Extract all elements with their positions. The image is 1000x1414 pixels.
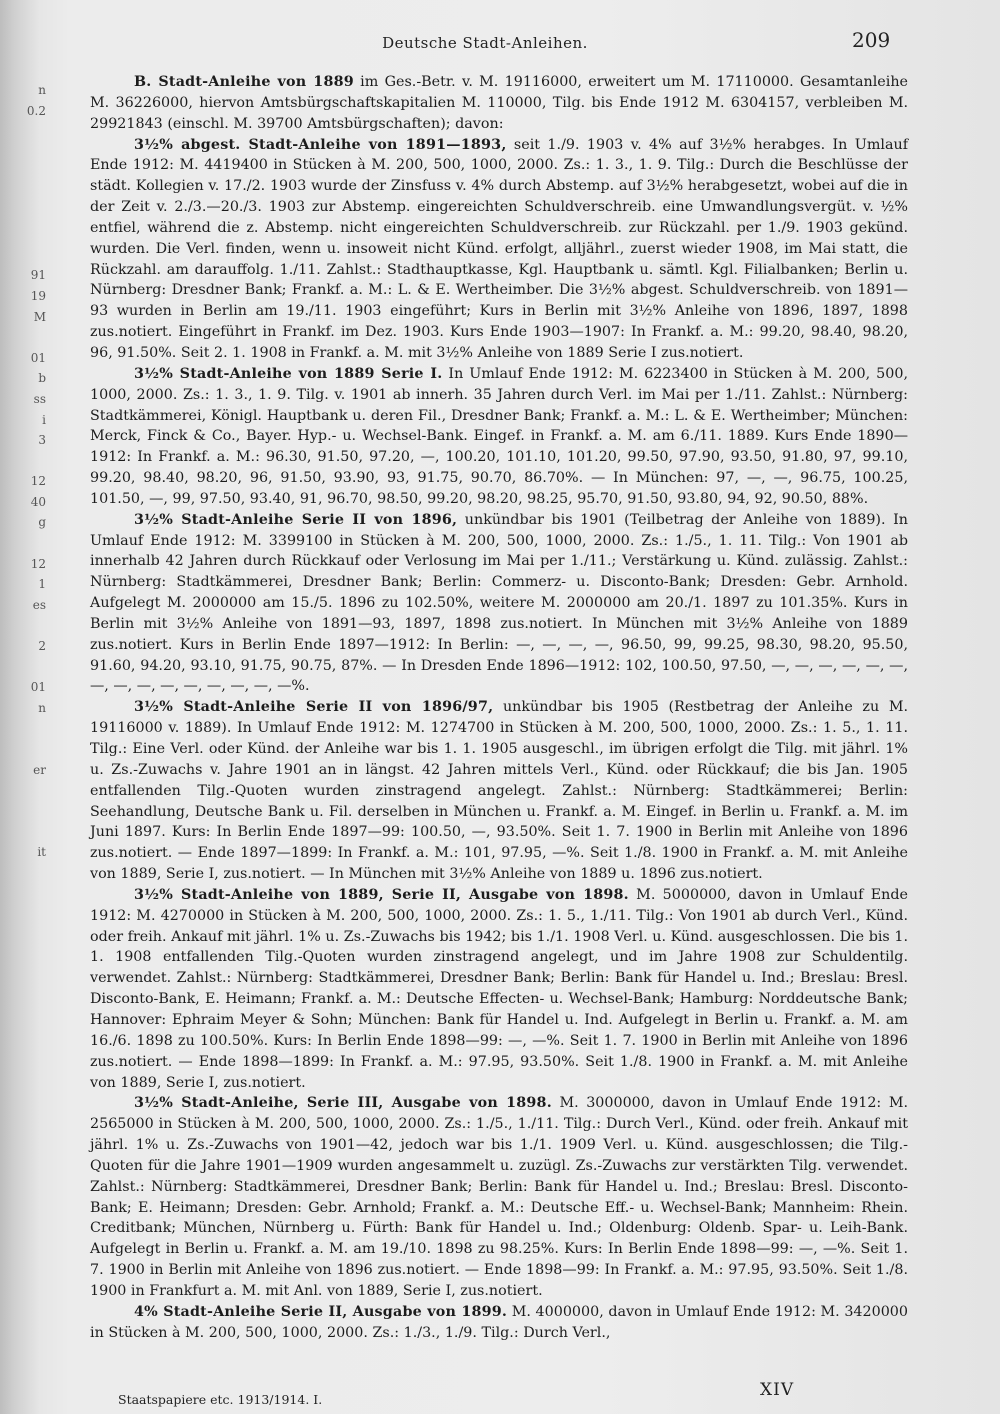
margin-fragment: it (37, 844, 46, 859)
entry-serie-2-1896 (90, 510, 908, 698)
entry-heading: 3½% Stadt-Anleihe Serie II von 1896, (134, 511, 458, 528)
margin-fragment (0, 533, 46, 554)
entry-heading: 4% Stadt-Anleihe Serie II, Ausgabe von 1899. (134, 1303, 508, 1320)
entry-text: unkündbar bis 1905 (Restbetrag der Anleihe zu M. 19116000 v. 1889). In Umlauf Ende 1912: M. 1274700 in Stücken à M. 200, 500, 1000, 2000. Zs.: 1. 5., 1. 11. Tilg.: Eine Verl. oder Künd. der Anleihe war bis 1. 1. 1905 ausgeschl., im übrigen erfolgt die Tilg. mit jährl. 1% u. Zs.-Zuwachs v. Jahre 1901 an in längst. 42 Jahren mittels Verl., Künd. oder Rückkauf; die bis Jan. 1905 entfallenden Tilg.-Quoten wurden zinstragend angelegt. Zahlst.: Nürnberg: Stadtkämmerei; Berlin: Seehandlung, Deutsche Bank u. Fil. derselben in München u. Frankf. a. M. Eingef. in Berlin u. Frankf. a. M. im Juni 1897. Kurs: In Berlin Ende 1897—99: 100.50, —, 93.50%. Seit 1. 7. 1900 in Berlin mit Anleihe von 1896 zus.notiert. — Ende 1897—1899: In Frankf. a. M.: 101, 97.95, —%. Seit 1./8. 1900 in Frankf. a. M. mit Anleihe von 1889, Serie I, zus.notiert. — In München mit 3½% Anleihe von 1889 u. 1896 zus.notiert. (90, 699, 909, 883)
margin-fragment (0, 657, 46, 678)
margin-fragment: n (38, 83, 46, 97)
margin-fragment: n (38, 700, 46, 715)
margin-fragment: 12 (30, 474, 46, 489)
margin-fragment (0, 615, 46, 636)
margin-fragment (0, 801, 46, 822)
body-text (90, 72, 908, 1343)
entry-serie-3-ausgabe-1898 (90, 1093, 908, 1301)
margin-fragment (0, 451, 46, 472)
page-number: 209 (852, 28, 891, 52)
entry-text: M. 5000000, davon in Umlauf Ende 1912: M. 4270000 in Stücken à M. 200, 500, 1000, 2000. Zs.: 1. 5., 1./11. Tilg.: Von 1901 ab durch Verl., Künd. oder freih. Ankauf mit jährl. 1% u. Zs.-Zuwachs bis 1942; bis 1./1. 1908 Verl. u. Künd. ausgeschlossen. Die bis 1. 1. 1908 entfallenden Tilg.-Quoten wurden zinstragend angelegt, und im Jahre 1908 zur Schuldentilg. verwendet. Zahlst.: Nürnberg: Stadtkämmerei, Dresdner Bank; Berlin: Bank für Handel u. Ind.; Breslau: Bresl. Disconto-Bank, E. Heimann; Frankf. a. M.: Deutsche Effecten- u. Wechsel-Bank; Hamburg: Norddeutsche Bank; Hannover: Ephraim Meyer & Sohn; München: Bank für Handel u. Ind. Aufgelegt in Berlin u. Frankf. a. M. am 16./6. 1898 zu 100.50%. Kurs: In Berlin Ende 1898—99: —, —%. Seit 1. 7. 1900 in Berlin mit Anleihe von 1896 zus.notiert. — Ende 1898—1899: In Frankf. a. M.: 97.95, 93.50%. Seit 1./8. 1900 in Frankf. a. M. mit Anleihe von 1889, Serie I, zus.notiert. (90, 886, 908, 1091)
margin-fragment: er (33, 762, 46, 777)
entry-heading: B. Stadt-Anleihe von 1889 (134, 74, 354, 90)
entry-serie-2-1896-97 (90, 697, 908, 885)
entry-heading: 3½% Stadt-Anleihe Serie II von 1896/97, (134, 699, 494, 716)
entry-4pct-serie-2-1899 (90, 1302, 908, 1344)
margin-fragment: 01 (30, 350, 46, 365)
margin-fragment: i (42, 412, 46, 427)
entry-text: In Umlauf Ende 1912: M. 6223400 in Stücken à M. 200, 500, 1000, 2000. Zs.: 1. 3., 1. 9. Tilg. v. 1901 ab innerh. 35 Jahren durch Verl. im Mai per 1./11. Zahlst.: Nürnberg: Stadtkämmerei, Königl. Hauptbank u. deren Fil., Dresdner Bank; Frankf. a. M.: L. & E. Wertheimber; München: Merck, Finck & Co., Bayer. Hyp.- u. Wechsel-Bank. Eingef. in Frankf. a. M. am 6./11. 1889. Kurs Ende 1890—1912: In Frankf. a. M.: 96.30, 91.50, 97.20, —, 100.20, 101.10, 101.20, 99.50, 97.90, 93.50, 91.80, 97, 99.10, 99.20, 98.40, 98.20, 96, 91.50, 93.90, 93, 91.75, 90.70, 86.70%. — In München: 97, —, —, 96.75, 100.25, 101.50, —, 99, 97.50, 93.40, 91, 96.70, 98.50, 99.20, 98.20, 98.25, 95.70, 91.50, 93.80, 94, 92, 90.50, 88%. (90, 365, 908, 507)
entry-serie-2-ausgabe-1898 (90, 885, 908, 1093)
entry-text: unkündbar bis 1901 (Teilbetrag der Anleihe von 1889). In Umlauf Ende 1912: M. 3399100 in Stücken à M. 200, 500, 1000, 2000. Zs.: 1./5., 1. 11. Tilg.: Von 1901 ab innerhalb 42 Jahren durch Rückkauf oder Verlosung im Mai per 1./11.; Verstärkung u. Künd. zulässig. Zahlst.: Nürnberg: Stadtkämmerei, Dresdner Bank; Berlin: Commerz- u. Disconto-Bank; Dresden: Gebr. Arnhold. Aufgelegt M. 2000000 am 15./5. 1896 zu 102.50%, weitere M. 2000000 am 20./1. 1897 zu 101.35%. Kurs in Berlin mit 3½% Anleihe von 1891—93, 1897, 1898 zus.notiert. In München mit 3½% Anleihe von 1889 zus.notiert. Kurs in Berlin Ende 1897—1912: In Berlin: —, —, —, —, 96.50, 99, 99.25, 98.30, 98.20, 95.50, 91.60, 94.20, 93.10, 91.75, 90.75, 87%. — In Dresden Ende 1896—1912: 102, 100.50, 97.50, —, —, —, —, —, —, —, —, —, —, —, —, —, —, —%. (90, 511, 908, 695)
margin-fragment (0, 162, 46, 183)
margin-fragment: 91 (30, 268, 46, 283)
margin-fragment (0, 245, 46, 266)
entry-text: im Ges.-Betr. v. M. 19116000, erweitert um M. 17110000. Gesamtanleihe M. 36226000, hiervon Amtsbürgschaftskapitalien M. 110000, Tilg. bis Ende 1912 M. 6304157, verbleiben M. 29921843 (einschl. M. 39700 Amtsbürgschaften); davon: (90, 74, 908, 132)
margin-fragment: M (33, 309, 46, 324)
margin-fragment: 12 (30, 556, 46, 571)
margin-fragment: 0.2 (26, 103, 46, 118)
entry-stadt-anleihe-1889 (90, 72, 908, 135)
entry-heading: 3½% Stadt-Anleihe von 1889, Serie II, Ausgabe von 1898. (134, 886, 629, 903)
margin-fragment (0, 718, 46, 739)
margin-fragment (0, 780, 46, 801)
entry-text: seit 1./9. 1903 v. 4% auf 3½% herabges. In Umlauf Ende 1912: M. 4419400 in Stücken à M. 200, 500, 1000, 2000. Zs.: 1. 3., 1. 9. Tilg.: Durch die Beschlüsse der städt. Kollegien v. 17./2. 1903 wurde der Zinsfuss v. 4% durch Abstemp. auf 3½% herabgesetzt, wobei auf die in der Zeit v. 2./3.—20./3. 1903 zur Abstemp. eingereichten Schuldverschreib. eine Umwandlungsvergüt. v. ½% entfiel, während die z. Abstemp. nicht eingereichten Schuldverschreib. zur Rückzahl. per 1./9. 1903 gekünd. wurden. Die Verl. finden, wenn u. insoweit nicht Künd. erfolgt, alljährl., zuerst wieder 1908, im Mai statt, die Rückzahl. am darauffolg. 1./11. Zahlst.: Stadthauptkasse, Kgl. Hauptbank u. sämtl. Kgl. Filialbanken; Berlin u. Nürnberg: Dresdner Bank; Frankf. a. M.: L. & E. Wertheimber. Die 3½% abgest. Schuldverschreib. von 1891—93 wurden in Berlin am 19./11. 1903 eingeführt; Kurs in Berlin mit 3½% Anleihe von 1896, 1897, 1898 zus.notiert. Eingeführt in Frankf. im Dez. 1903. Kurs Ende 1903—1907: In Frankf. a. M.: 99.20, 98.40, 98.20, 96, 91.50%. Seit 2. 1. 1908 in Frankf. a. M. mit 3½% Anleihe von 1889 Serie I zus.notiert. (90, 136, 908, 361)
margin-fragment (0, 183, 46, 204)
margin-fragment (0, 821, 46, 842)
margin-fragment (0, 224, 46, 245)
adjacent-page-margin (0, 80, 46, 883)
sheet-number: XIV (760, 1380, 795, 1400)
margin-fragment: 40 (30, 494, 46, 509)
margin-fragment (0, 863, 46, 884)
margin-fragment: 2 (38, 639, 46, 654)
margin-fragment (0, 327, 46, 348)
entry-abgest-1891-1893 (90, 135, 908, 364)
margin-fragment (0, 121, 46, 142)
margin-fragment: 01 (30, 680, 46, 695)
margin-fragment: g (38, 515, 46, 530)
entry-1889-serie-1 (90, 364, 908, 510)
footer-signature: Staatspapiere etc. 1913/1914. I. (118, 1392, 323, 1407)
margin-fragment: ss (33, 391, 46, 406)
running-head: Deutsche Stadt-Anleihen. (382, 34, 588, 52)
margin-fragment (0, 204, 46, 225)
entry-text: M. 3000000, davon in Umlauf Ende 1912: M. 2565000 in Stücken à M. 200, 500, 1000, 2000. Zs.: 1./5., 1./11. Tilg.: Durch Verl., Künd. oder freih. Ankauf mit jährl. 1% u. Zs.-Zuwachs von 1901—42, jedoch war bis 1./1. 1909 Verl. u. Künd. ausgeschlossen; die Tilg.-Quoten für die Jahre 1901—1909 wurden angesammelt u. zuzügl. Zs.-Zuwachs zur verstärkten Tilg. verwendet. Zahlst.: Nürnberg: Stadtkämmerei, Dresdner Bank; Berlin: Bank für Handel u. Ind.; Breslau: Bresl. Disconto-Bank; E. Heimann; Dresden: Gebr. Arnhold; Frankf. a. M.: Deutsche Eff.- u. Wechsel-Bank; Mannheim: Rhein. Creditbank; München, Nürnberg u. Fürth: Bank für Handel u. Ind.; Oldenburg: Oldenb. Spar- u. Leih-Bank. Aufgelegt in Berlin u. Frankf. a. M. am 19./10. 1898 zu 98.25%. Kurs: In Berlin Ende 1898—99: —, —%. Seit 1. 7. 1900 in Berlin mit Anleihe von 1896 zus.notiert. — Ende 1898—99: In Frankf. a. M.: 97.95, 93.50%. Seit 1./8. 1900 in Frankfurt a. M. mit Anl. von 1889, Serie I, zus.notiert. (90, 1095, 909, 1299)
margin-fragment: 3 (38, 433, 46, 448)
entry-heading: 3½% Stadt-Anleihe von 1889 Serie I. (134, 365, 443, 382)
margin-fragment: es (32, 597, 46, 612)
entry-text: M. 4000000, davon in Umlauf Ende 1912: M. 3420000 in Stücken à M. 200, 500, 1000, 2000. Zs.: 1./3., 1./9. Tilg.: Durch Verl., (90, 1303, 909, 1341)
entry-heading: 3½% abgest. Stadt-Anleihe von 1891—1893, (134, 136, 507, 153)
margin-fragment: b (38, 371, 46, 386)
margin-fragment (0, 142, 46, 163)
margin-fragment: 19 (30, 288, 46, 303)
margin-fragment: 1 (38, 577, 46, 592)
margin-fragment (0, 739, 46, 760)
entry-heading: 3½% Stadt-Anleihe, Serie III, Ausgabe von 1898. (134, 1095, 552, 1112)
